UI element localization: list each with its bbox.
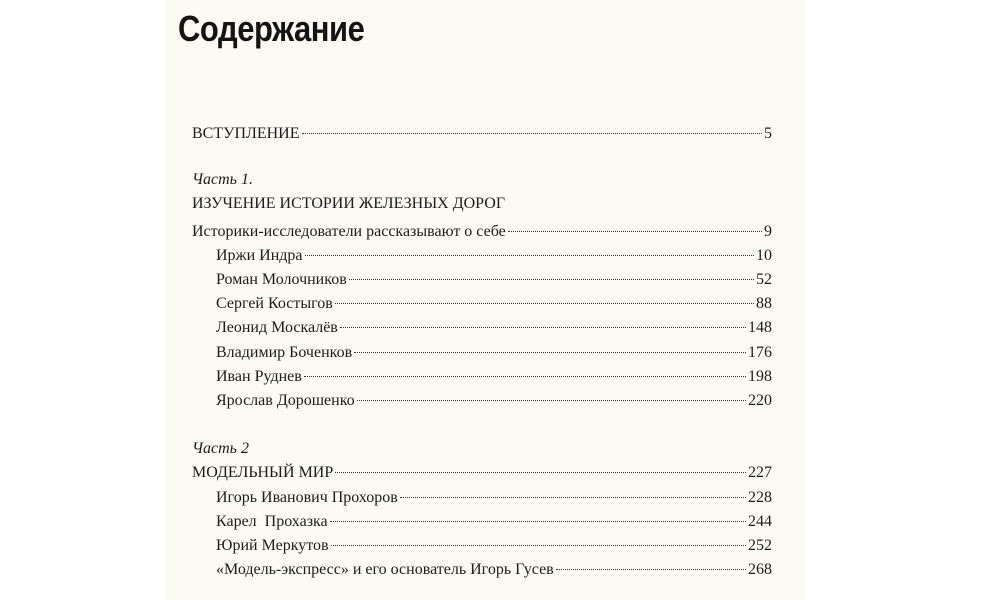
- toc-entry-label: Карел Прохазка: [216, 513, 328, 530]
- dot-leader: [335, 472, 746, 473]
- dot-leader: [400, 497, 746, 498]
- toc-entry: [216, 560, 772, 580]
- dot-leader: [335, 303, 754, 304]
- dot-leader: [354, 352, 746, 353]
- toc-page-number: 268: [748, 561, 772, 578]
- toc-entry: [216, 367, 772, 387]
- toc-entry: [216, 391, 772, 411]
- toc-page-number: 148: [748, 319, 772, 336]
- toc-entry-label: Юрий Меркутов: [216, 537, 329, 554]
- toc-section-model-world: [192, 463, 772, 483]
- toc-entry-label: Иван Руднев: [216, 368, 302, 385]
- toc-entry: [216, 488, 772, 508]
- toc-page-number: 5: [764, 125, 772, 142]
- toc-entry: [216, 294, 772, 314]
- toc-entry-label: Ярослав Дорошенко: [216, 392, 355, 409]
- dot-leader: [304, 376, 746, 377]
- toc-entry: [216, 270, 772, 290]
- toc-entry-label: Историки-исследователи рассказывают о себе: [192, 223, 506, 240]
- toc-page-number: 176: [748, 344, 772, 361]
- toc-entry-label: Роман Молочников: [216, 271, 347, 288]
- toc-page-number: 227: [748, 464, 772, 481]
- dot-leader: [357, 400, 746, 401]
- toc-entry-label: Иржи Индра: [216, 247, 303, 264]
- toc-entry-label: Леонид Москалёв: [216, 319, 338, 336]
- toc-page-number: 198: [748, 368, 772, 385]
- toc-page-number: 88: [756, 295, 772, 312]
- toc-entry-label: Владимир Боченков: [216, 344, 353, 361]
- toc-page-number: 9: [764, 223, 772, 240]
- dot-leader: [508, 231, 762, 232]
- toc-entry: [216, 343, 772, 363]
- toc-entry-label: ВСТУПЛЕНИЕ: [192, 125, 300, 142]
- toc-entry: [216, 512, 772, 532]
- dot-leader: [349, 279, 754, 280]
- toc-page-number: 52: [756, 271, 772, 288]
- toc-page-number: 252: [748, 537, 772, 554]
- toc-entry-label: Игорь Иванович Прохоров: [216, 489, 398, 506]
- toc-entry: [216, 246, 772, 266]
- dot-leader: [330, 521, 746, 522]
- dot-leader: [302, 133, 762, 134]
- toc-entry-label: МОДЕЛЬНЫЙ МИР: [192, 464, 334, 481]
- toc-page-number: 10: [756, 247, 772, 264]
- page-title: Содержание: [178, 8, 365, 49]
- part-1-label: Часть 1.: [192, 171, 253, 188]
- toc-page-number: 220: [748, 392, 772, 409]
- toc-entry: [216, 318, 772, 338]
- toc-page-number: 244: [748, 513, 772, 530]
- toc-entry-intro: [192, 124, 772, 144]
- toc-entry: [216, 536, 772, 556]
- dot-leader: [331, 545, 746, 546]
- toc-section-historians: [192, 222, 772, 242]
- toc-entry-label: Сергей Костыгов: [216, 295, 333, 312]
- part-1-heading: ИЗУЧЕНИЕ ИСТОРИИ ЖЕЛЕЗНЫХ ДОРОГ: [192, 195, 506, 212]
- part-2-label: Часть 2: [192, 440, 249, 457]
- dot-leader: [305, 255, 754, 256]
- dot-leader: [340, 327, 746, 328]
- toc-page-number: 228: [748, 489, 772, 506]
- dot-leader: [556, 569, 746, 570]
- toc-entry-label: «Модель-экспресс» и его основатель Игорь Гусев: [216, 561, 554, 578]
